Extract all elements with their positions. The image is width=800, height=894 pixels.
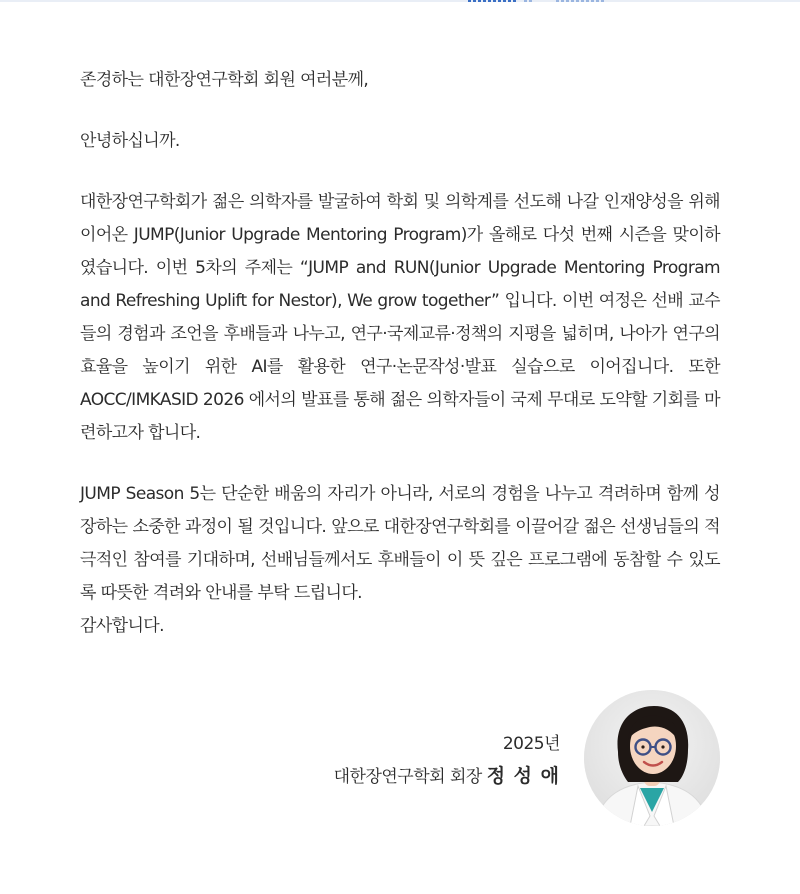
portrait-illustration bbox=[584, 690, 720, 826]
top-divider bbox=[0, 0, 800, 2]
signature-year: 2025년 bbox=[502, 734, 560, 754]
top-progress-indicator-secondary bbox=[556, 0, 606, 2]
letter-closing: 감사합니다. bbox=[80, 616, 164, 636]
signature-name: 정 성 애 bbox=[486, 765, 560, 787]
letter-paragraph-1: 대한장연구학회가 젊은 의학자를 발굴하여 학회 및 의학계를 선도해 나갈 인재양성을 위해 이어온 JUMP(Junior Upgrade Mentoring Program)가 올해로 다섯 번째 시즌을 맞이하였습니다. 이번 5차의 주제는 “JUMP and RUN(Junior Upgrade Mentoring Program and Refreshing Uplift for Nestor), We grow together” 입니다. 이번 여정은 선배 교수들의 경험과 조언을 후배들과 나누고, 연구·국제교류·정책의 지평을 넓히며, 나아가 연구의 효율을 높이기 위한 AI를 활용한 연구·논문작성·발표 실습으로 이어집니다. 또한 AOCC/IMKASID 2026 에서의 발표를 통해 젊은 의학자들이 국제 무대로 도약할 기회를 마련하고자 합니다. bbox=[80, 192, 720, 443]
signature-line bbox=[334, 760, 560, 793]
top-progress-indicator bbox=[468, 0, 518, 2]
letter-paragraph-2: JUMP Season 5는 단순한 배움의 자리가 아니라, 서로의 경험을 나누고 격려하며 함께 성장하는 소중한 과정이 될 것입니다. 앞으로 대한장연구학회를 이끌어갈 젊은 선생님들의 적극적인 참여를 기대하며, 선배님들께서도 후배들이 이 뜻 깊은 프로그램에 동참할 수 있도록 따뜻한 격려와 안내를 부탁 드립니다. bbox=[80, 484, 720, 603]
top-progress-indicator-dim bbox=[524, 0, 534, 2]
signature-position: 대한장연구학회 회장 bbox=[333, 767, 482, 787]
president-portrait-photo bbox=[584, 690, 720, 826]
president-greeting-letter bbox=[80, 64, 720, 643]
signature-block bbox=[334, 728, 560, 793]
letter-salutation: 안녕하십니까. bbox=[80, 131, 180, 151]
letter-greeting: 존경하는 대한장연구학회 회원 여러분께, bbox=[80, 70, 369, 90]
